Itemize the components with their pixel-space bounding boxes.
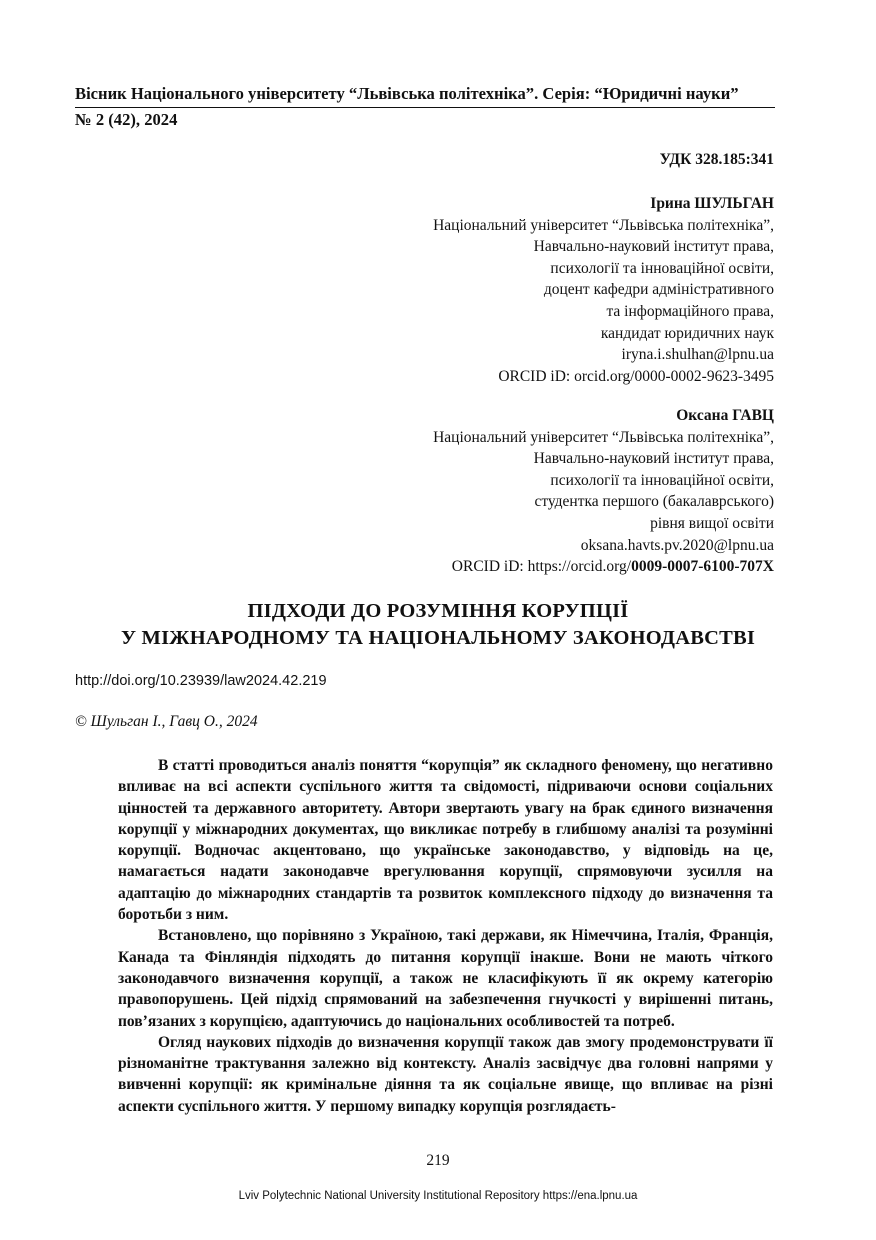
author-name: Ірина ШУЛЬГАН	[650, 195, 774, 212]
affiliation-line: Навчально-науковий інститут права,	[533, 450, 774, 468]
abstract-paragraph: В статті проводиться аналіз поняття “корупція” як складного феномену, що негативно впливає на всі аспекти суспільного життя та свідомості, підриваючи основи соціальних цінностей та державного авторитету. Автори звертають увагу на брак єдиного визначення корупції у міжнародних документах, що викликає потребу в глибшому аналізі та розумінні корупції. Водночас акцентовано, що українське законодавство, у відповідь на це, намагається надати законодавче врегулювання корупції, спрямовуючи зусилля на адаптацію до міжнародних стандартів та розвиток комплексного підходу до визначення та боротьби з ним.	[118, 757, 773, 924]
repository-footer: Lviv Polytechnic National University Institutional Repository https://ena.lpnu.ua	[238, 1190, 638, 1202]
orcid-text: ORCID iD: orcid.org/0000-0002-9623-3495	[498, 367, 774, 385]
affiliation-line: доцент кафедри адміністративного	[543, 281, 774, 299]
author-name: Оксана ГАВЦ	[676, 407, 774, 424]
doi-link[interactable]: http://doi.org/10.23939/law2024.42.219	[75, 673, 327, 689]
author-block	[433, 405, 774, 578]
affiliation-line: психології та інноваційної освіти,	[550, 259, 774, 277]
page-number: 219	[426, 1152, 450, 1169]
article-title	[50, 598, 826, 652]
abstract-paragraph: Огляд наукових підходів до визначення корупції також дав змогу продемонструвати її різноманітне трактування залежно від контексту. Аналіз засвідчує два головні напрями у вивченні корупції: як кримінальне діяння та як соціальне явище, що впливає на різні аспекти суспільного життя. У першому випадку корупція розглядаєть-	[118, 1033, 773, 1115]
affiliation-line: рівня вищої освіти	[650, 514, 774, 532]
issue-number: № 2 (42), 2024	[75, 110, 178, 129]
author-orcid	[433, 556, 774, 578]
author-email: iryna.i.shulhan@lpnu.ua	[621, 346, 774, 364]
abstract	[118, 755, 773, 1117]
orcid-text: ORCID iD: https://orcid.org/	[451, 558, 632, 576]
title-line: У МІЖНАРОДНОМУ ТА НАЦІОНАЛЬНОМУ ЗАКОНОДАВСТВІ	[120, 627, 756, 649]
author-orcid	[433, 366, 774, 388]
affiliation-line: Навчально-науковий інститут права,	[533, 238, 774, 256]
orcid-id: 0009-0007-6100-707X	[631, 558, 774, 576]
author-block	[433, 193, 774, 387]
affiliation-line: Національний університет “Львівська політехніка”,	[433, 428, 774, 446]
affiliation-line: студентка першого (бакалаврського)	[534, 493, 774, 511]
affiliation-line: кандидат юридичних наук	[600, 324, 774, 342]
journal-header: Вісник Національного університету “Львівська політехніка”. Серія: “Юридичні науки”	[75, 84, 775, 108]
title-line: ПІДХОДИ ДО РОЗУМІННЯ КОРУПЦІЇ	[247, 600, 629, 622]
author-email: oksana.havts.pv.2020@lpnu.ua	[580, 536, 774, 554]
affiliation-line: психології та інноваційної освіти,	[550, 471, 774, 489]
abstract-paragraph: Встановлено, що порівняно з Україною, такі держави, як Німеччина, Італія, Франція, Канада та Фінляндія підходять до питання корупції інакше. Вони не мають чіткого законодавчого визначення корупції, а також не класифікують її як окрему категорію правопорушень. Цей підхід спрямований на забезпечення гнучкості у вирішенні питань, пов’язаних з корупцією, адаптуючись до національних особливостей та потреб.	[118, 927, 773, 1030]
copyright: © Шульган І., Гавц О., 2024	[75, 713, 258, 730]
udc-code: УДК 328.185:341	[659, 151, 774, 168]
affiliation-line: Національний університет “Львівська політехніка”,	[433, 216, 774, 234]
affiliation-line: та інформаційного права,	[606, 302, 774, 320]
